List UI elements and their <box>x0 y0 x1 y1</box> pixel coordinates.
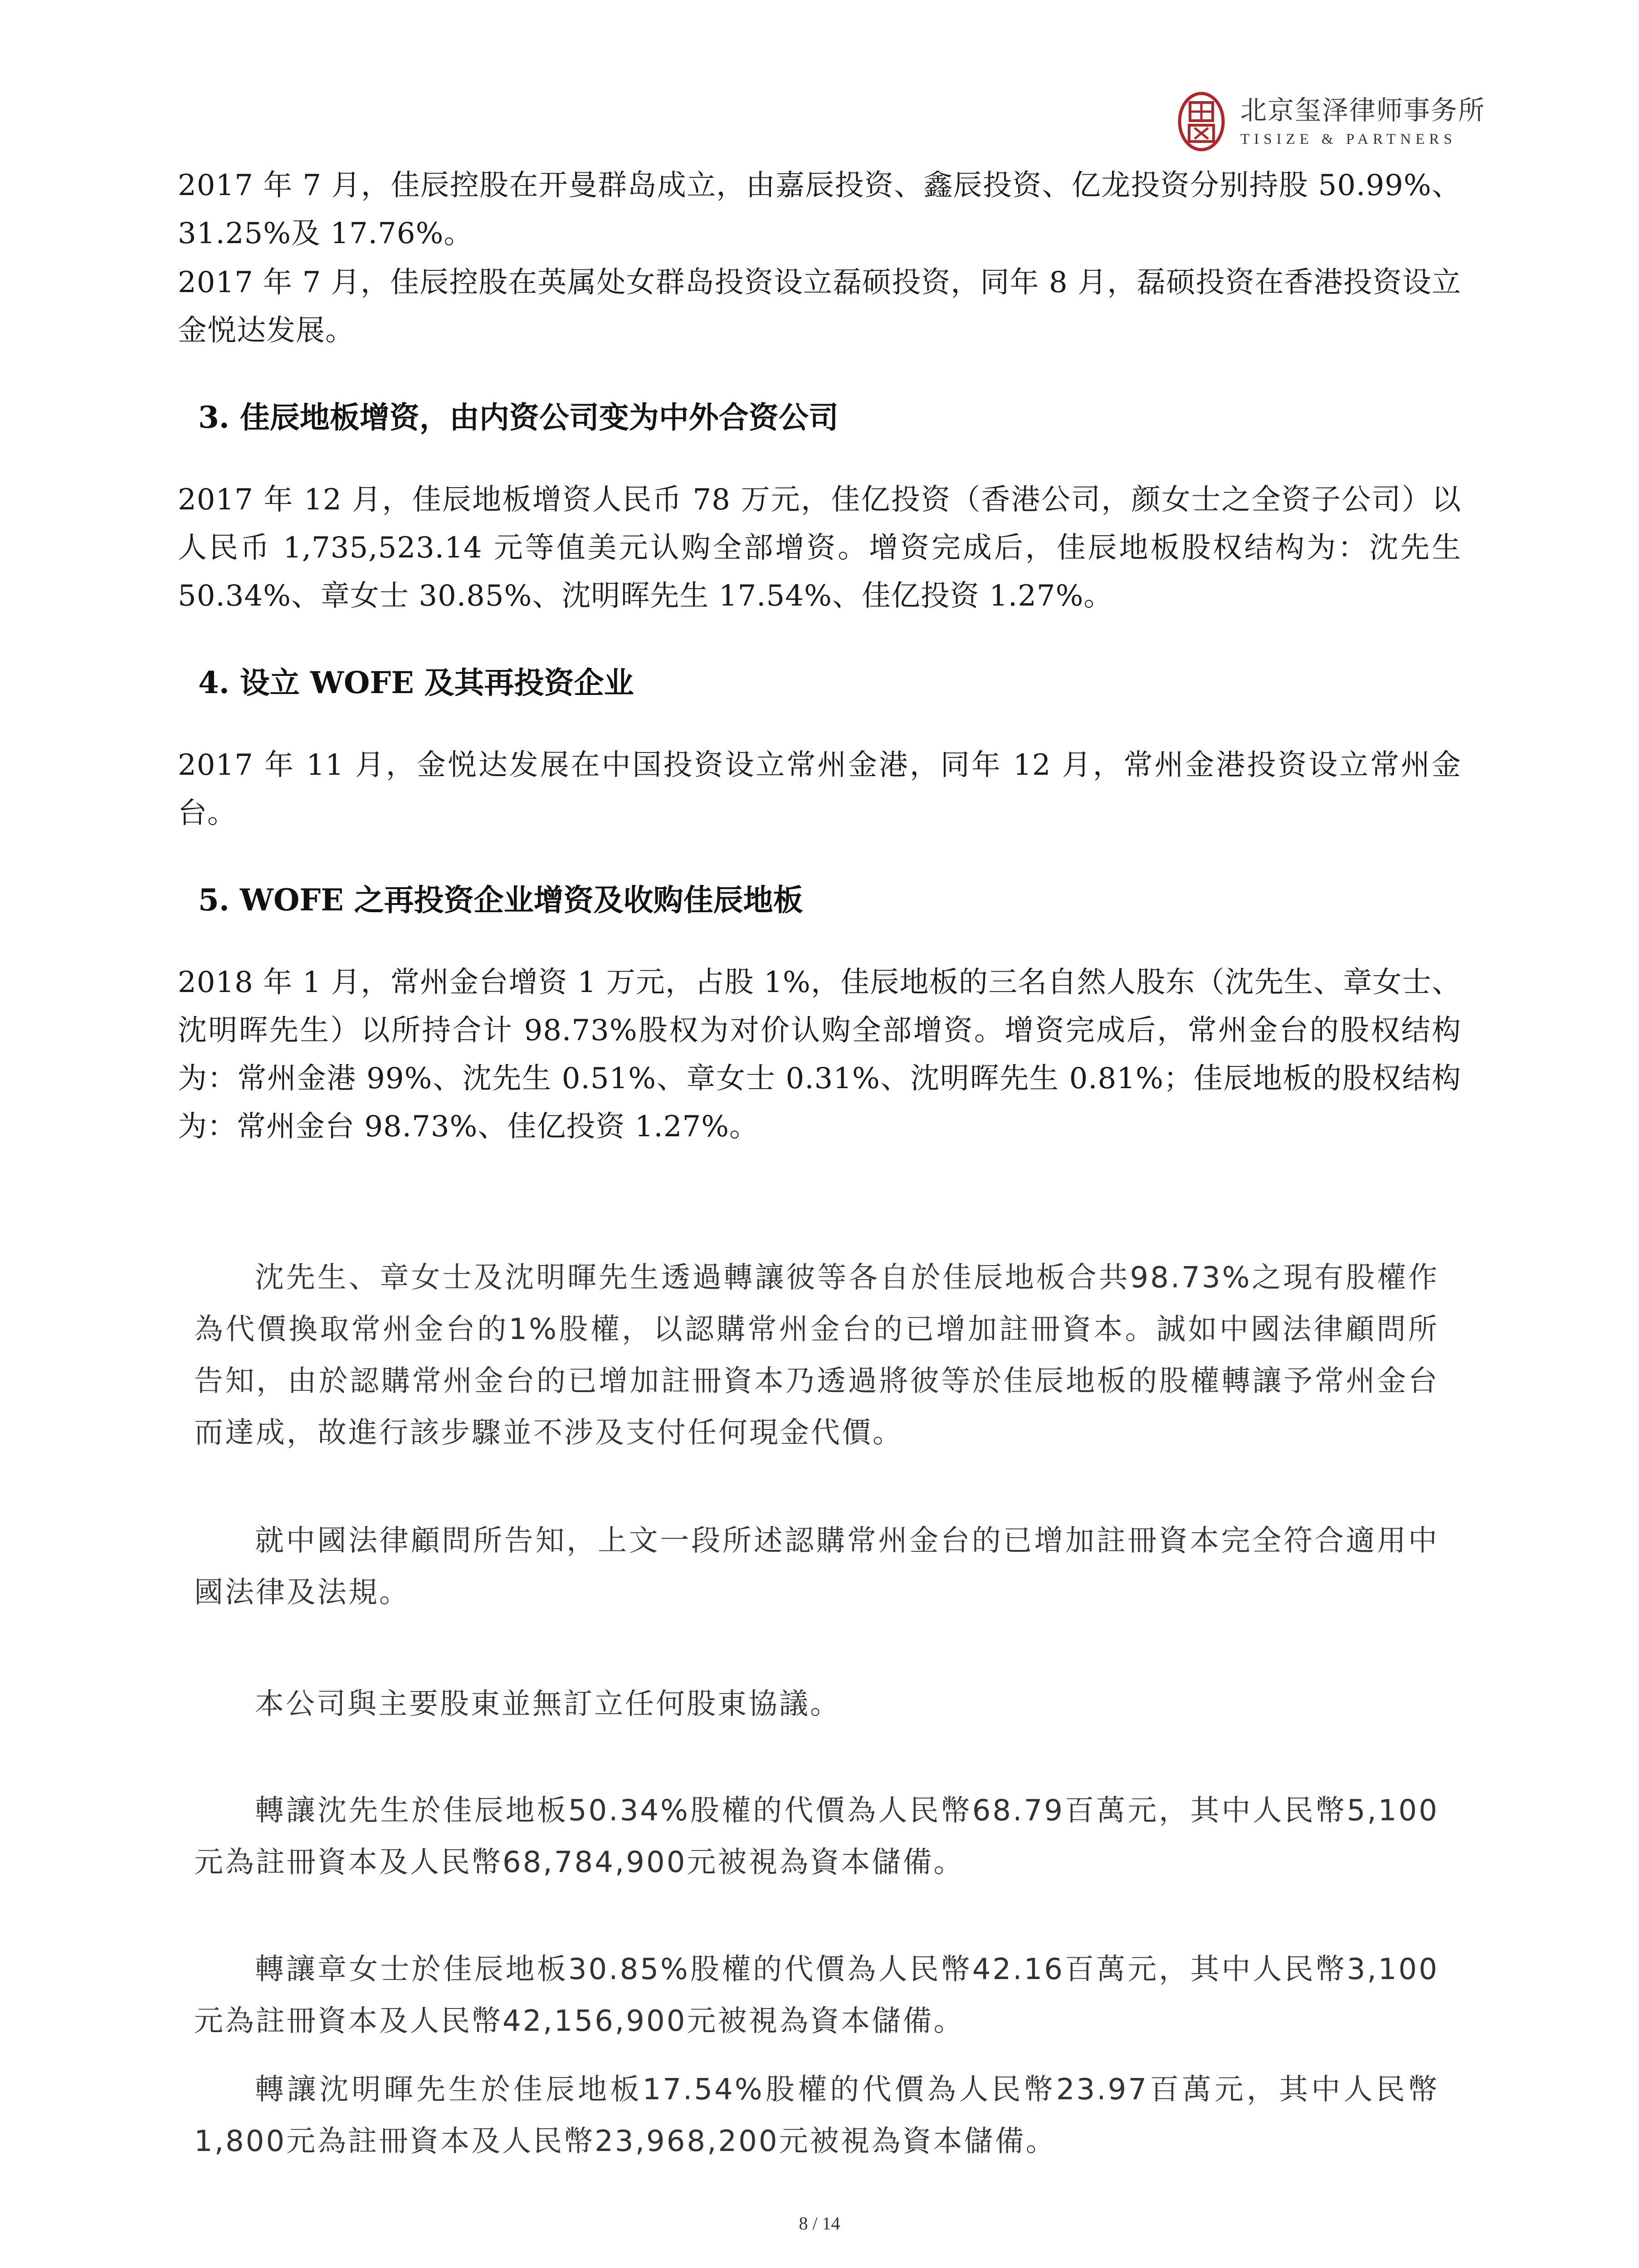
excerpt-block-3 <box>194 1678 1439 1730</box>
excerpt-paragraph: 轉讓章女士於佳辰地板30.85%股權的代價為人民幣42.16百萬元，其中人民幣3,100元為註冊資本及人民幣42,156,900元被視為資本儲備。 <box>194 1953 1439 2038</box>
paragraph-cayman-incorporation: 2017 年 7 月，佳辰控股在开曼群岛成立，由嘉辰投资、鑫辰投资、亿龙投资分别持股 50.99%、31.25%及 17.76%。 <box>178 169 1461 250</box>
excerpt-block-6 <box>194 2064 1439 2167</box>
excerpt-paragraph: 轉讓沈明暉先生於佳辰地板17.54%股權的代價為人民幣23.97百萬元，其中人民幣1,800元為註冊資本及人民幣23,968,200元被視為資本儲備。 <box>194 2073 1439 2158</box>
firm-seal-logo <box>1176 90 1226 153</box>
section-heading-4: 4. 设立 WOFE 及其再投资企业 <box>198 665 634 700</box>
firm-name-block <box>1240 93 1485 149</box>
paragraph-acquisition: 2018 年 1 月，常州金台增资 1 万元，占股 1%，佳辰地板的三名自然人股东（沈先生、章女士、沈明晖先生）以所持合计 98.73%股权为对价认购全部增资。增资完成后，常州金台的股权结构为：常州金港 99%、沈先生 0.51%、章女士 0.31%、沈明晖先生 0.81%；佳辰地板的股权结构为：常州金台 98.73%、佳亿投资 1.27%。 <box>178 966 1461 1144</box>
page-number: 8 / 14 <box>799 2213 840 2234</box>
excerpt-block-5 <box>194 1944 1439 2047</box>
excerpt-block-4 <box>194 1785 1439 1888</box>
paragraph-capital-increase: 2017 年 12 月，佳辰地板增资人民币 78 万元，佳亿投资（香港公司，颜女士之全资子公司）以人民币 1,735,523.14 元等值美元认购全部增资。增资完成后，佳辰地板股权结构为：沈先生 50.34%、章女士 30.85%、沈明晖先生 17.54%、佳亿投资 1.27%。 <box>178 483 1461 613</box>
excerpt-block-2 <box>194 1515 1439 1618</box>
excerpt-paragraph: 就中國法律顧問所告知，上文一段所述認購常州金台的已增加註冊資本完全符合適用中國法律及法規。 <box>194 1524 1439 1609</box>
excerpt-paragraph: 轉讓沈先生於佳辰地板50.34%股權的代價為人民幣68.79百萬元，其中人民幣5,100元為註冊資本及人民幣68,784,900元被視為資本儲備。 <box>194 1794 1439 1879</box>
body-content <box>178 161 1461 1151</box>
paragraph-wofe-setup: 2017 年 11 月，金悦达发展在中国投资设立常州金港，同年 12 月，常州金港投资设立常州金台。 <box>178 748 1461 830</box>
paragraph-bvi-investment: 2017 年 7 月，佳辰控股在英属处女群岛投资设立磊硕投资，同年 8 月，磊硕投资在香港投资设立金悦达发展。 <box>178 266 1461 347</box>
excerpt-paragraph: 沈先生、章女士及沈明暉先生透過轉讓彼等各自於佳辰地板合共98.73%之現有股權作為代價換取常州金台的1%股權，以認購常州金台的已增加註冊資本。誠如中國法律顧問所告知，由於認購常州金台的已增加註冊資本乃透過將彼等於佳辰地板的股權轉讓予常州金台而達成，故進行該步驟並不涉及支付任何現金代價。 <box>194 1261 1439 1450</box>
section-heading-3: 3. 佳辰地板增资，由内资公司变为中外合资公司 <box>198 400 839 435</box>
section-heading-5: 5. WOFE 之再投资企业增资及收购佳辰地板 <box>198 882 803 918</box>
firm-name-english: TISIZE & PARTNERS <box>1240 131 1457 147</box>
excerpt-paragraph: 本公司與主要股東並無訂立任何股東協議。 <box>255 1687 841 1721</box>
excerpt-block-1 <box>194 1252 1439 1459</box>
firm-name-chinese: 北京玺泽律师事务所 <box>1240 95 1486 126</box>
